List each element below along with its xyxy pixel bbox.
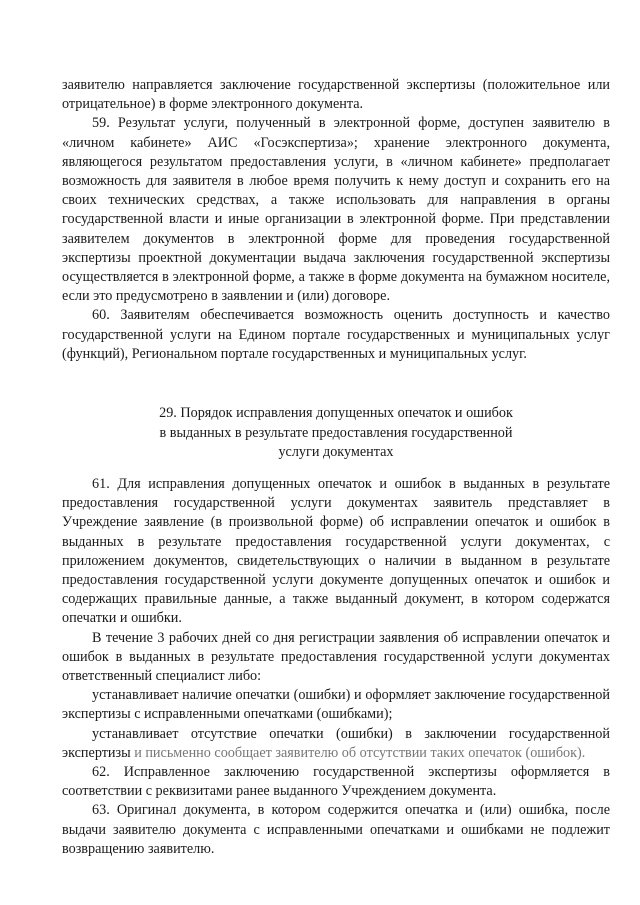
paragraph-establish-2 — [62, 725, 610, 763]
section-heading-29 — [62, 404, 610, 463]
paragraph-59: 59. Результат услуги, полученный в электронной форме, доступен заявителю в «личном кабинете» АИС «Госэкспертиза»; хранение электронного документа, являющегося результатом предоставления услуги, в «личном кабинете» предполагает возможность для заявителя в любое время получить к нему доступ и сохранить его на своих технических средствах, а также использовать для направления в органы государственной власти и иные организации в электронной форме. При представлении заявителем документов в электронной форме для проведения государственной экспертизы проектной документации выдача заключения государственной экспертизы осуществляется в электронной форме, а также в форме документа на бумажном носителе, если это предусмотрено в заявлении и (или) договоре. — [62, 115, 610, 305]
paragraph-continuation: заявителю направляется заключение государственной экспертизы (положительное или отрицательное) в форме электронного документа. — [62, 77, 610, 113]
paragraph-term: В течение 3 рабочих дней со дня регистрации заявления об исправлении опечаток и ошибок в выданных в результате предоставления государственной услуги документах ответственный специалист либо: — [62, 629, 610, 685]
text-block-bottom — [62, 475, 610, 859]
paragraph-establish-1: устанавливает наличие опечатки (ошибки) и оформляет заключение государственной экспертизы с исправленными опечатками (ошибками); — [62, 687, 610, 723]
paragraph-60: 60. Заявителям обеспечивается возможность оценить доступность и качество государственной услуги на Едином портале государственных и муниципальных услуг (функций), Региональном портале государственных и муниципальных услуг. — [62, 307, 610, 362]
paragraph-63: 63. Оригинал документа, в котором содержится опечатка и (или) ошибка, после выдачи заявителю документа с исправленными опечатками и ошибками не подлежит возвращению заявителю. — [62, 802, 610, 857]
establish-2-faded: и письменно сообщает заявителю об отсутствии таких опечаток (ошибок). — [130, 744, 586, 761]
paragraph-61: 61. Для исправления допущенных опечаток и ошибок в выданных в результате предоставления государственной услуги документах заявитель представляет в Учреждение заявление (в произвольной форме) об исправлении опечаток и ошибок в выданных в результате предоставления государственной услуги документах, с приложением документов, свидетельствующих о наличии в выданном в результате предоставления государственной услуги документе допущенных опечаток и ошибок и содержащих правильные данные, а также выданный документ, в котором содержатся опечатки и ошибки. — [62, 476, 610, 627]
establish-2-main: устанавливает отсутствие опечатки (ошибки) в заключении государственной экспертизы — [62, 725, 610, 761]
text-block-top — [62, 76, 610, 364]
heading-line-2: в выданных в результате предоставления государственной — [159, 424, 513, 441]
heading-line-1: 29. Порядок исправления допущенных опечаток и ошибок — [159, 405, 513, 421]
paragraph-62: 62. Исправленное заключению государственной экспертизы оформляется в соответствии с реквизитами ранее выданного Учреждением документа. — [62, 764, 610, 800]
heading-line-3: услуги документах — [278, 444, 394, 460]
